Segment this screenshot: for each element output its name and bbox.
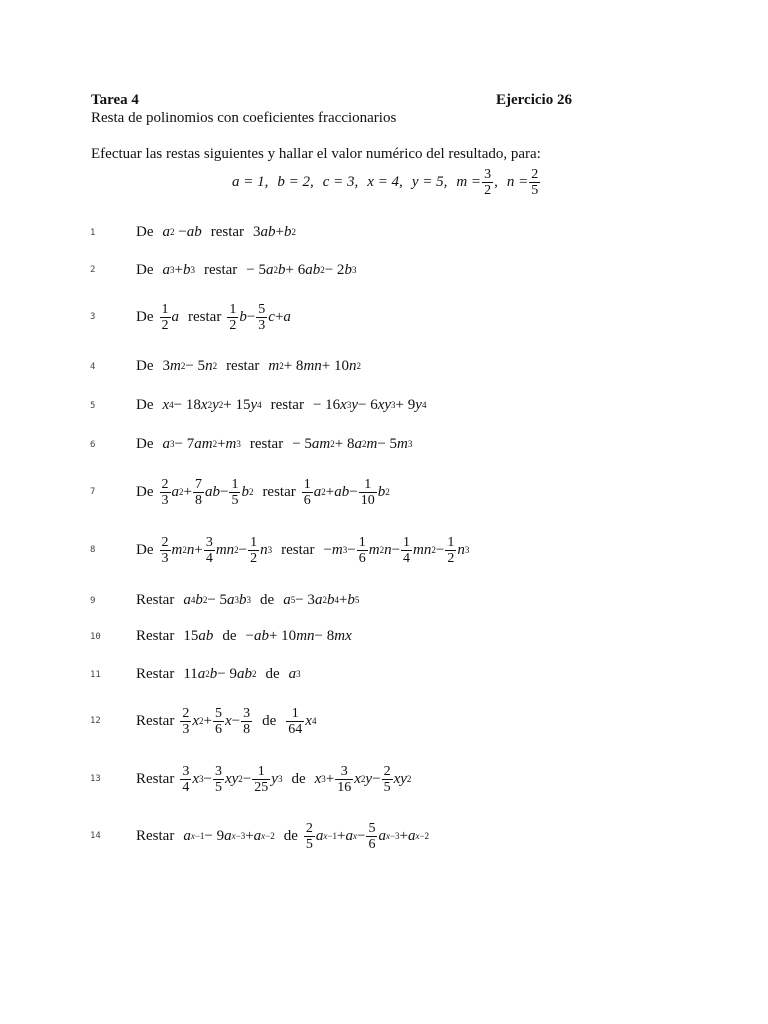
value-y: y = 5, — [411, 173, 448, 190]
value-a: a = 1, — [232, 173, 269, 190]
instructions: Efectuar las restas siguientes y hallar el valor numérico del resultado, para: — [91, 146, 541, 162]
exercise-number-11: 11 — [90, 670, 101, 680]
exercise-14: Restar a x −1 − 9 a x −3 + a x −2 de 2 5 a x −1 + a x − 5 6 a x −3 + a x −2 — [136, 820, 430, 852]
exercise-number-8: 8 — [90, 545, 96, 555]
exercise-number-13: 13 — [90, 774, 101, 784]
exercise-5: De x 4 − 18 x 2 y 2 + 15 y 4 restar − 16 x 3 y − 6 xy 3 + 9 y 4 — [136, 396, 427, 413]
value-m: m = — [456, 173, 482, 190]
exercise-6: De a 3 − 7 am 2 + m 3 restar − 5 am 2 + 8 a 2 m − 5 m 3 — [136, 435, 413, 452]
exercise-9: Restar a 4 b 2 − 5 a 3 b 3 de a 5 − 3 a 2 b 4 + b 5 — [136, 591, 360, 608]
value-b: b = 2, — [277, 173, 314, 190]
exercise-8: De 2 3 m 2 n + 3 4 mn 2 − 1 2 n 3 restar − m 3 − 1 6 m 2 n − 1 4 mn 2 − 1 2 n 3 — [136, 534, 470, 566]
exercise-number-12: 12 — [90, 716, 101, 726]
exercise-number-10: 10 — [90, 632, 101, 642]
exercise-number-3: 3 — [90, 312, 96, 322]
exercise-2: De a 3 + b 3 restar − 5 a 2 b + 6 ab 2 − 2 b 3 — [136, 261, 357, 278]
exercise-10: Restar 15 ab de − ab + 10 mn − 8 mx — [136, 627, 352, 644]
value-x: x = 4, — [367, 173, 403, 190]
exercise-3: De 1 2 a restar 1 2 b − 5 3 c + a — [136, 301, 291, 333]
value-n: n = — [506, 173, 529, 190]
value-m-fraction: $\frac{3}{2}$ — [484, 166, 492, 198]
assignment-title: Tarea 4 — [91, 92, 139, 108]
exercise-number-5: 5 — [90, 401, 96, 411]
exercise-11: Restar 11 a 2 b − 9 ab 2 de a 3 — [136, 665, 301, 682]
exercise-number-9: 9 — [90, 596, 96, 606]
exercise-number-2: 2 — [90, 265, 96, 275]
exercise-12: Restar 2 3 x 2 + 5 6 x − 3 8 de 1 64 x 4 — [136, 705, 317, 737]
exercise-number-6: 6 — [90, 440, 96, 450]
exercise-7: De 2 3 a 2 + 7 8 ab − 1 5 b 2 restar 1 6 a 2 + ab − 1 10 b 2 — [136, 476, 390, 508]
exercise-number-1: 1 — [90, 228, 96, 238]
subtitle: Resta de polinomios con coeficientes fraccionarios — [91, 110, 397, 126]
exercise-13: Restar 3 4 x 3 − 3 5 xy 2 − 1 25 y 3 de x 3 + 3 16 x 2 y − 2 5 xy 2 — [136, 763, 412, 795]
exercise-number-14: 14 — [90, 831, 101, 841]
value-n-fraction: $\frac{2}{5}$ — [531, 166, 539, 198]
exercise-number-7: 7 — [90, 487, 96, 497]
exercise-title: Ejercicio 26 — [496, 92, 572, 108]
exercise-4: De 3 m 2 − 5 n 2 restar m 2 + 8 mn + 10 n 2 — [136, 357, 361, 374]
exercise-number-4: 4 — [90, 362, 96, 372]
value-c: c = 3, — [322, 173, 359, 190]
exercise-1: De a 2 − ab restar 3 ab + b 2 — [136, 223, 296, 240]
variable-values: a = 1, b = 2, c = 3, x = 4, y = 5, m = $\frac{3}{2}$ , n = $\frac{2}{5}$ — [232, 166, 539, 198]
